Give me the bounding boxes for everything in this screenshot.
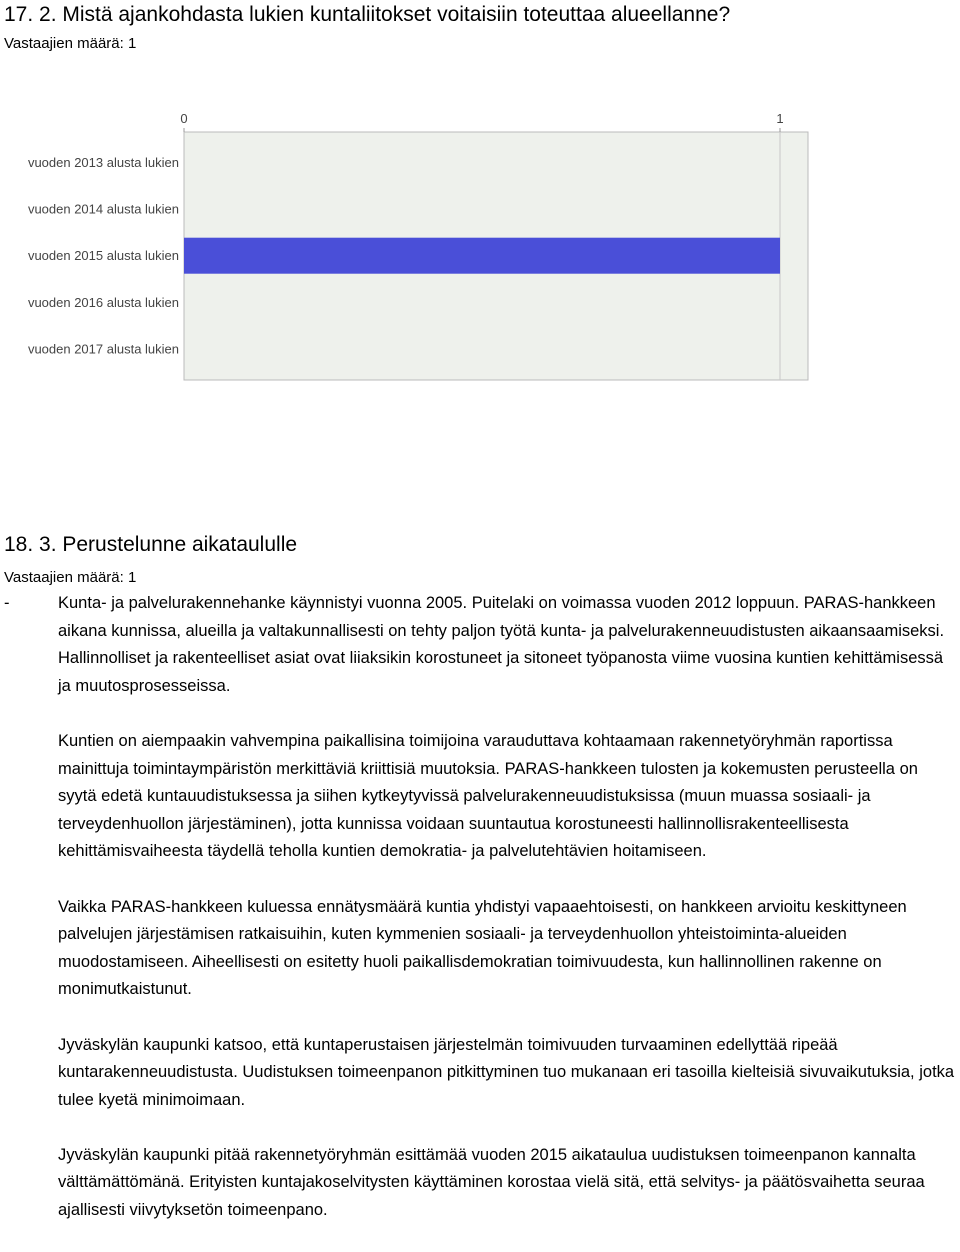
category-label: vuoden 2017 alusta lukien <box>27 341 179 357</box>
answer-paragraph: Vaikka PARAS-hankkeen kuluessa ennätysmäärä kuntia yhdistyi vapaaehtoisesti, on hankkeen arvioitu keskittyneen palvelujen järjestämisen ratkaisuihin, kuten kymmenien sosiaali- ja terveydenhuollon yhteistoiminta-alueiden muodostamiseen. Aiheellisesti on esitetty huoli paikallisdemokratian toimivuudesta, kun hallinnollinen rakenne on monimutkaistunut. <box>58 897 907 999</box>
category-label: vuoden 2013 alusta lukien <box>27 155 179 170</box>
category-label: vuoden 2015 alusta lukien <box>27 248 179 264</box>
question-18-title: 18. 3. Perustelunne aikataululle <box>4 533 298 556</box>
question-18-respondent-count: Vastaajien määrä: 1 <box>4 569 137 586</box>
answer-text <box>0 590 960 1252</box>
answer-paragraph <box>0 590 960 700</box>
answer-paragraph: Kuntien on aiempaakin vahvempina paikallisina toimijoina varauduttava kohtaamaan rakennetyöryhmän raportissa mainittuja toimintaympäristön merkittäviä kriittisiä muutoksia. PARAS-hankkeen tulosten ja kokemusten perusteella on syytä edetä kuntauudistuksessa ja siihen kytkeytyvissä palvelurakenneuudistuksissa (muun muassa sosiaali- ja terveydenhuollon järjestäminen), jotta kunnissa voidaan suuntautua korostuneesti hallinnollisrakenteellisesta kehittämisvaiheesta täydellä teholla kuntien demokratia- ja palvelutehtävien hoitamiseen. <box>58 731 918 861</box>
list-dash: - <box>4 594 10 612</box>
question-17-title: 17. 2. Mistä ajankohdasta lukien kuntaliitokset voitaisiin toteuttaa alueellanne? <box>4 3 731 26</box>
x-tick-label: 1 <box>776 111 784 126</box>
question-17-respondent-count: Vastaajien määrä: 1 <box>4 35 137 52</box>
category-label: vuoden 2016 alusta lukien <box>27 294 179 310</box>
chart-bar <box>184 238 780 274</box>
answer-paragraph: Jyväskylän kaupunki pitää rakennetyöryhmän esittämää vuoden 2015 aikataulua uudistuksen toimeenpanon kannalta välttämättömänä. Erityisten kuntajakoselvitysten käyttäminen korostaa vielä sitä, että selvitys- ja päätösvaihetta seuraa ajallisesti viivytyksetön toimeenpano. <box>58 1145 925 1220</box>
answer-paragraph-text: Kunta- ja palvelurakennehanke käynnistyi vuonna 2005. Puitelaki on voimassa vuoden 2012 loppuun. PARAS-hankkeen aikana kunnissa, alueilla ja valtakunnallisesti on tehty paljon työtä kunta- ja palvelurakenneuudistusten aikaansaamiseksi. Hallinnolliset ja rakenteelliset asiat ovat liiaksikin korostuneet ja sitoneet työpanosta viime vuosina kuntien kehittämisessä ja muutosprosesseissa. <box>58 594 945 695</box>
answer-paragraph: Jyväskylän kaupunki katsoo, että kuntaperustaisen järjestelmän toimivuuden turvaaminen edellyttää ripeää kuntarakenneuudistusta. Uudistuksen toimeenpanon pitkittyminen tuo mukanaan eri tasoilla kielteisiä sivuvaikutuksia, jotka tulee kyetä minimoimaan. <box>58 1035 955 1109</box>
category-label: vuoden 2014 alusta lukien <box>27 201 179 217</box>
x-tick-label: 0 <box>180 111 188 126</box>
answer-bar-chart <box>0 100 960 400</box>
